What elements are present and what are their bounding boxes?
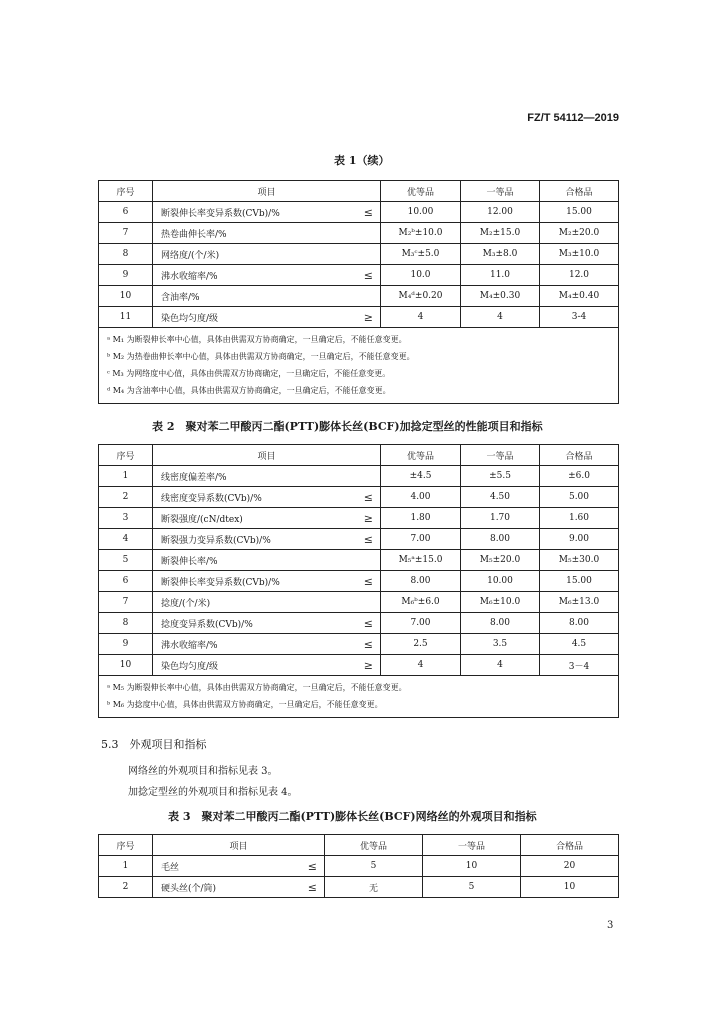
row-item bbox=[153, 466, 381, 487]
grade-premium: 4.00 bbox=[381, 487, 461, 508]
row-no: 5 bbox=[99, 550, 153, 571]
row-item bbox=[153, 223, 381, 244]
item-label: 断裂强度/(cN/dtex) bbox=[161, 514, 243, 525]
grade-first: M₃±8.0 bbox=[461, 244, 540, 265]
table-row bbox=[99, 550, 619, 571]
row-item bbox=[153, 655, 381, 676]
grade-premium: 8.00 bbox=[381, 571, 461, 592]
comparison-symbol: ≤ bbox=[363, 490, 373, 504]
row-item bbox=[153, 856, 325, 877]
grade-qualified: 4.5 bbox=[540, 634, 619, 655]
grade-premium: 7.00 bbox=[381, 613, 461, 634]
table-row bbox=[99, 286, 619, 307]
grade-qualified: M₄±0.40 bbox=[540, 286, 619, 307]
row-no: 6 bbox=[99, 202, 153, 223]
row-item bbox=[153, 307, 381, 328]
grade-premium: ±4.5 bbox=[381, 466, 461, 487]
grade-qualified: 20 bbox=[521, 856, 619, 877]
grade-qualified: 12.0 bbox=[540, 265, 619, 286]
table1-caption: 表 1（续） bbox=[334, 154, 390, 167]
grade-first: 4 bbox=[461, 307, 540, 328]
grade-first: ±5.5 bbox=[461, 466, 540, 487]
table-row bbox=[99, 877, 619, 898]
table2 bbox=[98, 444, 619, 718]
row-no: 2 bbox=[99, 877, 153, 898]
grade-qualified: M₃±10.0 bbox=[540, 244, 619, 265]
col-header: 优等品 bbox=[381, 181, 461, 202]
grade-premium: 10.0 bbox=[381, 265, 461, 286]
table3-header-row bbox=[99, 835, 619, 856]
col-header: 项目 bbox=[153, 181, 381, 202]
row-no: 9 bbox=[99, 265, 153, 286]
footnotes bbox=[99, 328, 619, 404]
row-item bbox=[153, 202, 381, 223]
row-item bbox=[153, 634, 381, 655]
comparison-symbol: ≤ bbox=[363, 532, 373, 546]
grade-first: 8.00 bbox=[461, 529, 540, 550]
grade-qualified: 15.00 bbox=[540, 571, 619, 592]
table-row bbox=[99, 634, 619, 655]
grade-premium: M₅ᵃ±15.0 bbox=[381, 550, 461, 571]
grade-premium: 5 bbox=[325, 856, 423, 877]
grade-premium: 4 bbox=[381, 655, 461, 676]
grade-qualified: M₂±20.0 bbox=[540, 223, 619, 244]
table1-notes bbox=[99, 328, 619, 404]
row-no: 8 bbox=[99, 244, 153, 265]
grade-qualified: 15.00 bbox=[540, 202, 619, 223]
col-header: 序号 bbox=[99, 181, 153, 202]
row-item bbox=[153, 244, 381, 265]
footnote: ᵇ M₂ 为热卷曲伸长率中心值，具体由供需双方协商确定，一旦确定后，不能任意变更。 bbox=[107, 352, 415, 361]
grade-premium: 无 bbox=[325, 877, 423, 898]
footnote: ᵈ M₄ 为含油率中心值，具体由供需双方协商确定，一旦确定后，不能任意变更。 bbox=[107, 386, 391, 395]
table-row bbox=[99, 571, 619, 592]
footnote: ᵃ M₁ 为断裂伸长率中心值，具体由供需双方协商确定，一旦确定后，不能任意变更。 bbox=[107, 335, 407, 344]
item-label: 硬头丝(个/筒) bbox=[161, 883, 217, 894]
row-no: 10 bbox=[99, 655, 153, 676]
table2-caption: 表 2 聚对苯二甲酸丙二酯(PTT)膨体长丝(BCF)加捻定型丝的性能项目和指标 bbox=[152, 420, 543, 433]
grade-premium: 4 bbox=[381, 307, 461, 328]
table-row bbox=[99, 487, 619, 508]
grade-premium: M₄ᵈ±0.20 bbox=[381, 286, 461, 307]
grade-first: 4 bbox=[461, 655, 540, 676]
item-label: 捻度变异系数(CVb)/% bbox=[161, 619, 253, 630]
comparison-symbol: ≥ bbox=[363, 658, 373, 672]
row-no: 7 bbox=[99, 592, 153, 613]
grade-qualified: 8.00 bbox=[540, 613, 619, 634]
col-header: 合格品 bbox=[521, 835, 619, 856]
grade-qualified: M₅±30.0 bbox=[540, 550, 619, 571]
grade-premium: M₂ᵇ±10.0 bbox=[381, 223, 461, 244]
grade-first: 4.50 bbox=[461, 487, 540, 508]
row-no: 7 bbox=[99, 223, 153, 244]
table1-header-row bbox=[99, 181, 619, 202]
grade-first: 12.00 bbox=[461, 202, 540, 223]
footnote: ᶜ M₃ 为网络度中心值，具体由供需双方协商确定，一旦确定后，不能任意变更。 bbox=[107, 369, 391, 378]
grade-first: 1.70 bbox=[461, 508, 540, 529]
table-row bbox=[99, 592, 619, 613]
row-item bbox=[153, 529, 381, 550]
grade-premium: M₃ᶜ±5.0 bbox=[381, 244, 461, 265]
footnote: ᵇ M₆ 为捻度中心值，具体由供需双方协商确定，一旦确定后，不能任意变更。 bbox=[107, 700, 383, 709]
row-item bbox=[153, 508, 381, 529]
row-no: 9 bbox=[99, 634, 153, 655]
comparison-symbol: ≥ bbox=[363, 310, 373, 324]
item-label: 沸水收缩率/% bbox=[161, 640, 218, 651]
grade-qualified: 1.60 bbox=[540, 508, 619, 529]
item-label: 染色均匀度/级 bbox=[161, 313, 219, 324]
grade-qualified: 3-4 bbox=[540, 307, 619, 328]
item-label: 含油率/% bbox=[161, 292, 200, 303]
item-label: 断裂伸长率变异系数(CVb)/% bbox=[161, 208, 280, 219]
row-no: 11 bbox=[99, 307, 153, 328]
table-row bbox=[99, 655, 619, 676]
grade-first: M₂±15.0 bbox=[461, 223, 540, 244]
paragraph: 加捻定型丝的外观项目和指标见表 4。 bbox=[128, 787, 298, 798]
table-row bbox=[99, 265, 619, 286]
row-item bbox=[153, 571, 381, 592]
row-no: 8 bbox=[99, 613, 153, 634]
comparison-symbol: ≤ bbox=[363, 268, 373, 282]
grade-first: 5 bbox=[423, 877, 521, 898]
col-header: 优等品 bbox=[325, 835, 423, 856]
table-row bbox=[99, 529, 619, 550]
col-header: 一等品 bbox=[461, 181, 540, 202]
table1 bbox=[98, 180, 619, 404]
table3-caption: 表 3 聚对苯二甲酸丙二酯(PTT)膨体长丝(BCF)网络丝的外观项目和指标 bbox=[168, 810, 537, 823]
row-item bbox=[153, 265, 381, 286]
item-label: 染色均匀度/级 bbox=[161, 661, 219, 672]
item-label: 线密度变异系数(CVb)/% bbox=[161, 493, 262, 504]
comparison-symbol: ≤ bbox=[363, 637, 373, 651]
grade-qualified: M₆±13.0 bbox=[540, 592, 619, 613]
table3 bbox=[98, 834, 619, 898]
row-no: 2 bbox=[99, 487, 153, 508]
row-item bbox=[153, 487, 381, 508]
item-label: 断裂伸长率/% bbox=[161, 556, 218, 567]
grade-first: M₆±10.0 bbox=[461, 592, 540, 613]
grade-qualified: 5.00 bbox=[540, 487, 619, 508]
row-no: 1 bbox=[99, 466, 153, 487]
comparison-symbol: ≤ bbox=[363, 205, 373, 219]
grade-premium: 2.5 bbox=[381, 634, 461, 655]
grade-first: 3.5 bbox=[461, 634, 540, 655]
col-header: 一等品 bbox=[423, 835, 521, 856]
col-header: 项目 bbox=[153, 835, 325, 856]
grade-premium: 1.80 bbox=[381, 508, 461, 529]
table-row bbox=[99, 223, 619, 244]
col-header: 项目 bbox=[153, 445, 381, 466]
row-no: 4 bbox=[99, 529, 153, 550]
grade-first: 10.00 bbox=[461, 571, 540, 592]
col-header: 序号 bbox=[99, 445, 153, 466]
grade-first: 10 bbox=[423, 856, 521, 877]
row-item bbox=[153, 877, 325, 898]
item-label: 沸水收缩率/% bbox=[161, 271, 218, 282]
table-row bbox=[99, 613, 619, 634]
item-label: 热卷曲伸长率/% bbox=[161, 229, 227, 240]
table-row bbox=[99, 244, 619, 265]
row-no: 1 bbox=[99, 856, 153, 877]
table2-header-row bbox=[99, 445, 619, 466]
grade-first: 11.0 bbox=[461, 265, 540, 286]
item-label: 断裂强力变异系数(CVb)/% bbox=[161, 535, 271, 546]
grade-qualified: 9.00 bbox=[540, 529, 619, 550]
grade-first: M₅±20.0 bbox=[461, 550, 540, 571]
grade-premium: 7.00 bbox=[381, 529, 461, 550]
page-number: 3 bbox=[607, 920, 614, 931]
col-header: 序号 bbox=[99, 835, 153, 856]
item-label: 断裂伸长率变异系数(CVb)/% bbox=[161, 577, 280, 588]
row-item bbox=[153, 286, 381, 307]
table-row bbox=[99, 856, 619, 877]
col-header: 优等品 bbox=[381, 445, 461, 466]
row-item bbox=[153, 592, 381, 613]
comparison-symbol: ≤ bbox=[307, 859, 317, 873]
row-item bbox=[153, 550, 381, 571]
item-label: 线密度偏差率/% bbox=[161, 472, 227, 483]
item-label: 捻度/(个/米) bbox=[161, 598, 211, 609]
grade-premium: M₆ᵇ±6.0 bbox=[381, 592, 461, 613]
grade-qualified: ±6.0 bbox=[540, 466, 619, 487]
footnotes bbox=[99, 676, 619, 718]
item-label: 网络度/(个/米) bbox=[161, 250, 220, 261]
grade-premium: 10.00 bbox=[381, 202, 461, 223]
grade-first: M₄±0.30 bbox=[461, 286, 540, 307]
table-row bbox=[99, 202, 619, 223]
comparison-symbol: ≤ bbox=[363, 574, 373, 588]
grade-qualified: 10 bbox=[521, 877, 619, 898]
table2-notes bbox=[99, 676, 619, 718]
grade-qualified: 3－4 bbox=[540, 655, 619, 676]
grade-first: 8.00 bbox=[461, 613, 540, 634]
row-no: 10 bbox=[99, 286, 153, 307]
col-header: 合格品 bbox=[540, 181, 619, 202]
comparison-symbol: ≤ bbox=[363, 616, 373, 630]
row-item bbox=[153, 613, 381, 634]
item-label: 毛丝 bbox=[161, 862, 180, 873]
comparison-symbol: ≤ bbox=[307, 880, 317, 894]
table-row bbox=[99, 307, 619, 328]
footnote: ᵃ M₅ 为断裂伸长率中心值，具体由供需双方协商确定，一旦确定后，不能任意变更。 bbox=[107, 683, 407, 692]
paragraph: 网络丝的外观项目和指标见表 3。 bbox=[128, 766, 278, 777]
row-no: 3 bbox=[99, 508, 153, 529]
table-row bbox=[99, 466, 619, 487]
comparison-symbol: ≥ bbox=[363, 511, 373, 525]
col-header: 一等品 bbox=[461, 445, 540, 466]
row-no: 6 bbox=[99, 571, 153, 592]
section-heading: 5.3 外观项目和指标 bbox=[101, 738, 207, 751]
table-row bbox=[99, 508, 619, 529]
standard-number: FZ/T 54112—2019 bbox=[527, 112, 619, 124]
col-header: 合格品 bbox=[540, 445, 619, 466]
